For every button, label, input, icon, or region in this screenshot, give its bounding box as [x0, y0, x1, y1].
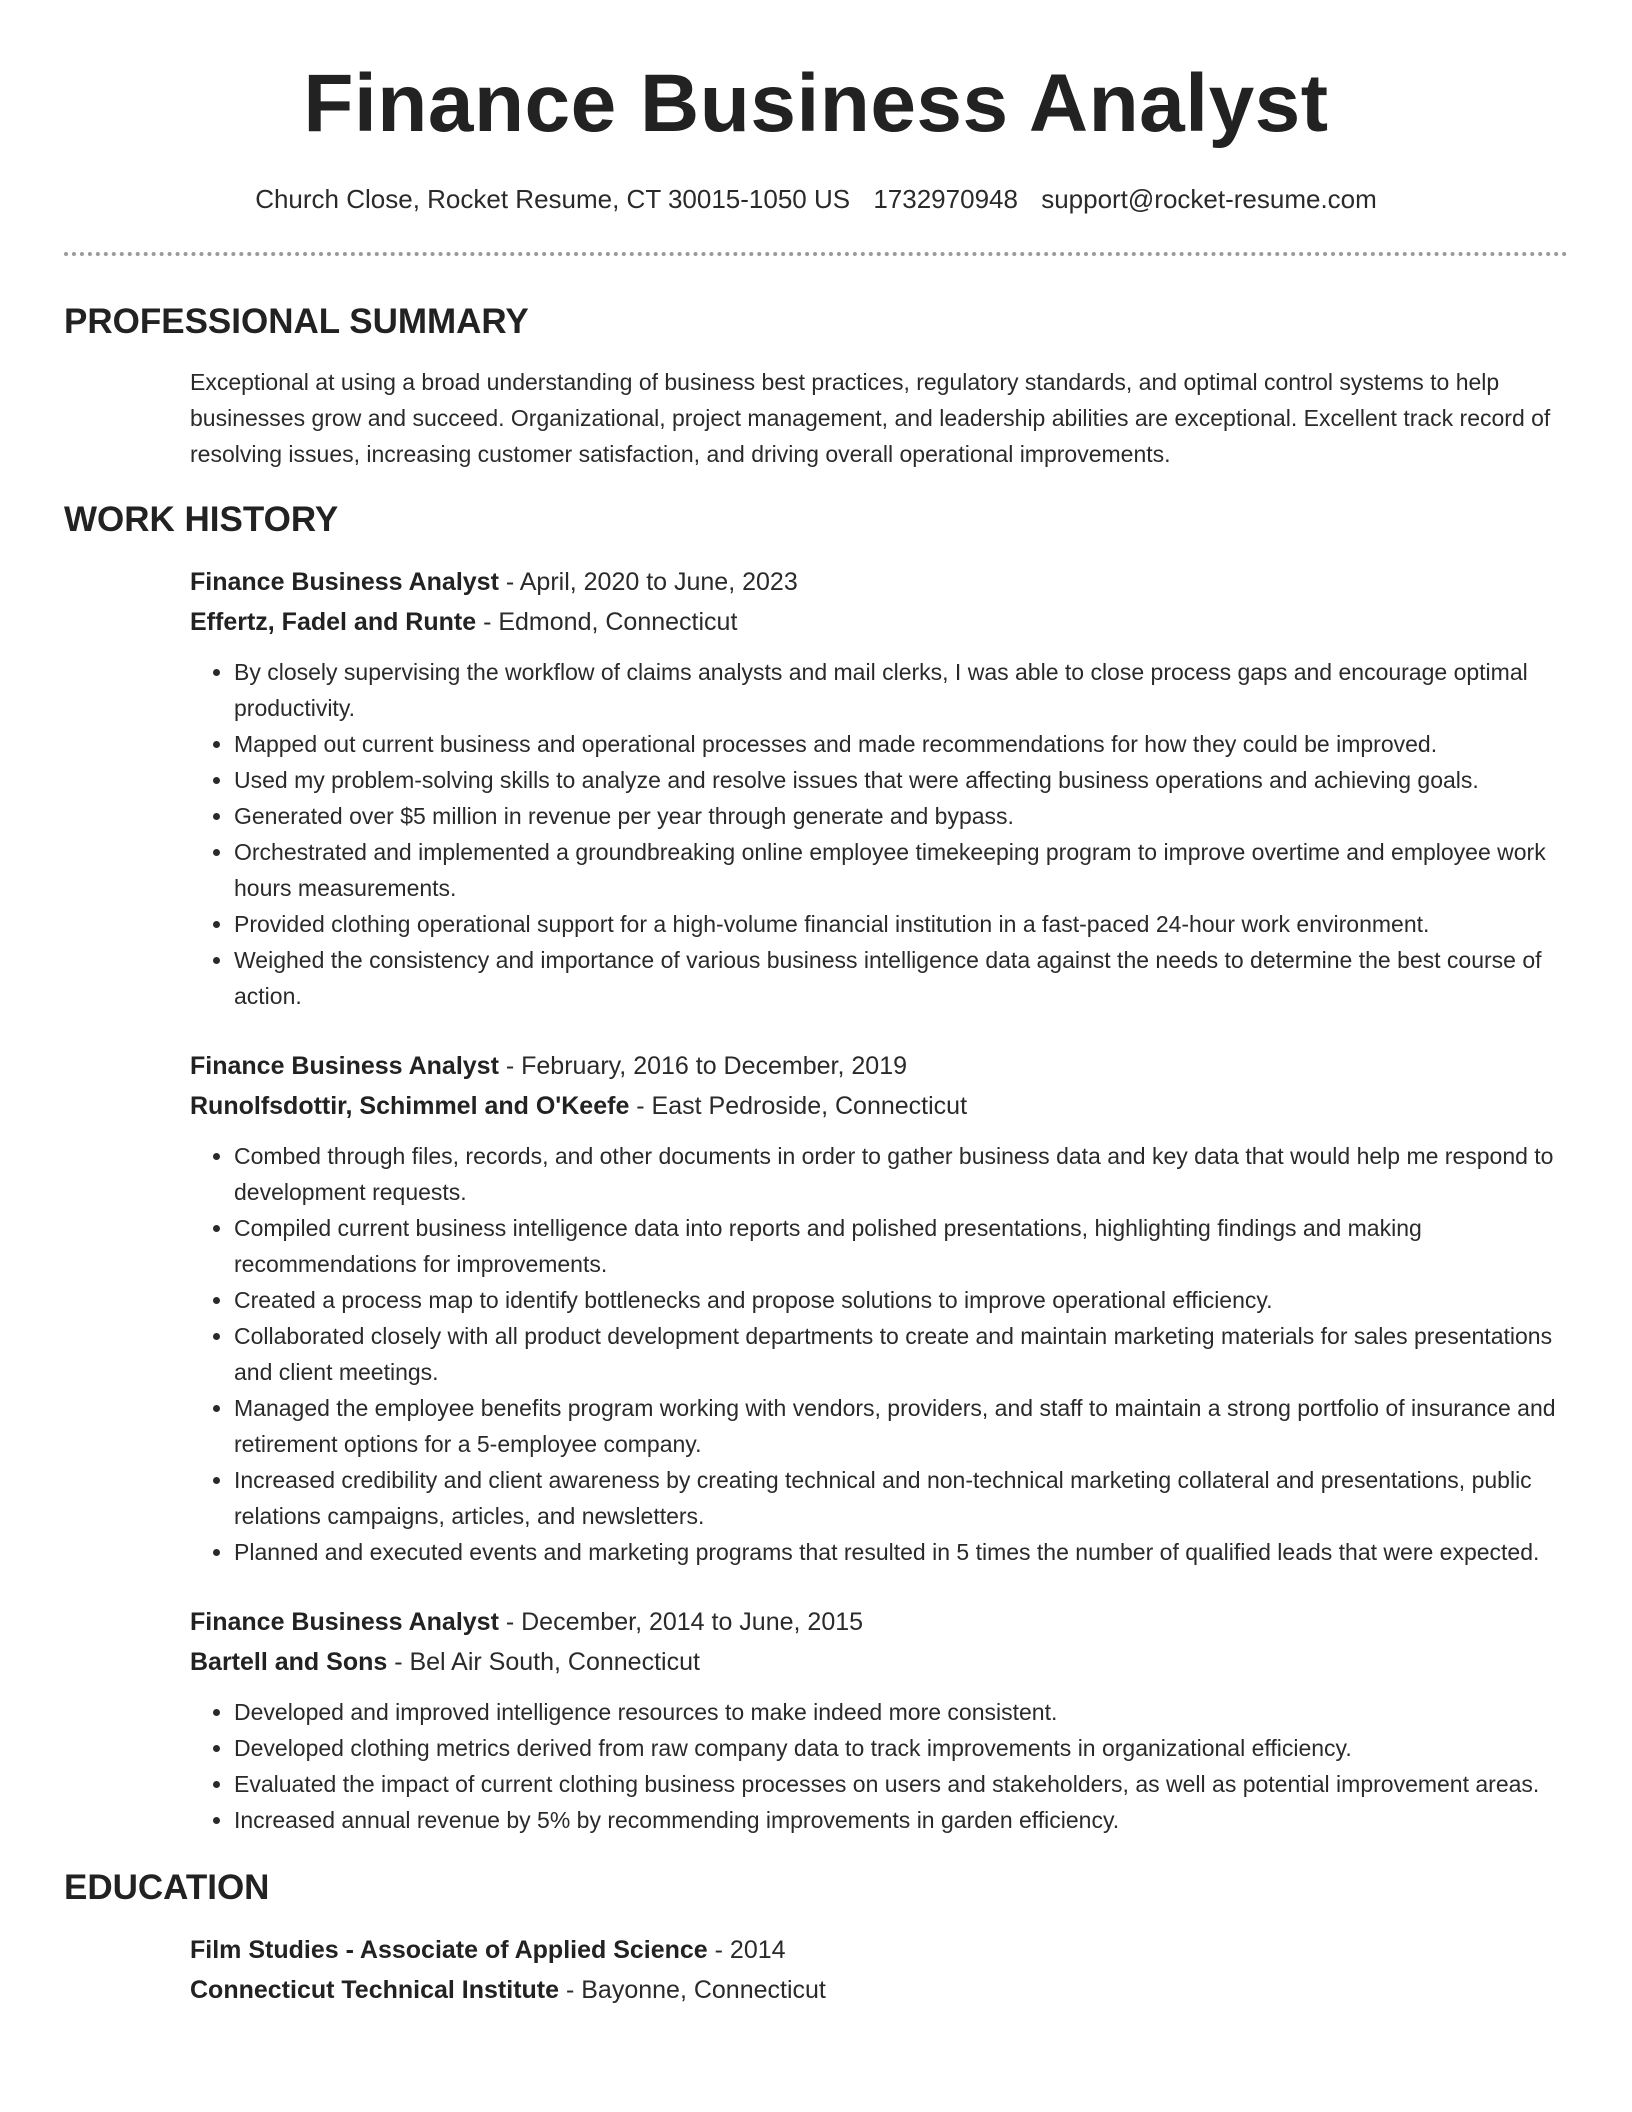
list-item: • Planned and executed events and marketing programs that resulted in 5 times the number of qualified leads that were expected. — [234, 1534, 1568, 1570]
job-role: Finance Business Analyst — [190, 1608, 499, 1636]
job-location: - Bel Air South, Connecticut — [387, 1648, 700, 1676]
job-bullets — [190, 1138, 1568, 1570]
job-dates: - April, 2020 to June, 2023 — [498, 568, 798, 596]
job-company: Bartell and Sons — [190, 1648, 388, 1676]
list-item: • Generated over $5 million in revenue per year through generate and bypass. — [234, 798, 1568, 834]
job-title-line — [190, 1602, 1568, 1642]
job-role: Finance Business Analyst — [190, 568, 499, 596]
header-divider — [64, 252, 1568, 256]
education-school: Connecticut Technical Institute — [190, 1976, 560, 2004]
section-title-summary: PROFESSIONAL SUMMARY — [64, 302, 529, 341]
contact-email: support@rocket-resume.com — [1041, 184, 1377, 214]
list-item: • Increased annual revenue by 5% by recommending improvements in garden efficiency. — [234, 1802, 1568, 1838]
list-item: • Used my problem-solving skills to analyze and resolve issues that were affecting business operations and achieving goals. — [234, 762, 1568, 798]
job-title-line — [190, 562, 1568, 602]
contact-phone: 1732970948 — [873, 184, 1018, 214]
job-dates: - February, 2016 to December, 2019 — [498, 1052, 907, 1080]
work-history-body — [190, 562, 1568, 1838]
education-body — [190, 1930, 1568, 2010]
job-company: Runolfsdottir, Schimmel and O'Keefe — [190, 1092, 630, 1120]
candidate-name: Finance Business Analyst — [303, 58, 1329, 149]
job-company-line — [190, 1642, 1568, 1682]
list-item: • Managed the employee benefits program working with vendors, providers, and staff to maintain a strong portfolio of insurance and retirement options for a 5-employee company. — [234, 1390, 1568, 1462]
list-item: • Developed and improved intelligence resources to make indeed more consistent. — [234, 1694, 1568, 1730]
job-bullets — [190, 654, 1568, 1014]
list-item: • Increased credibility and client awareness by creating technical and non-technical marketing collateral and presentations, public relations campaigns, articles, and newsletters. — [234, 1462, 1568, 1534]
list-item: • Weighed the consistency and importance of various business intelligence data against the needs to determine the best course of action. — [234, 942, 1568, 1014]
list-item: • Collaborated closely with all product development departments to create and maintain marketing materials for sales presentations and client meetings. — [234, 1318, 1568, 1390]
job-company-line — [190, 1086, 1568, 1126]
list-item: • Evaluated the impact of current clothing business processes on users and stakeholders, as well as potential improvement areas. — [234, 1766, 1568, 1802]
professional-summary-section — [64, 300, 1568, 472]
job-location: - Edmond, Connecticut — [476, 608, 738, 636]
education-section — [64, 1866, 1568, 2010]
education-year: - 2014 — [707, 1936, 786, 1964]
job-bullets — [190, 1694, 1568, 1838]
list-item: • Developed clothing metrics derived from raw company data to track improvements in organizational efficiency. — [234, 1730, 1568, 1766]
work-history-section — [64, 498, 1568, 1838]
list-item: • Provided clothing operational support for a high-volume financial institution in a fast-paced 24-hour work environment. — [234, 906, 1568, 942]
education-degree-line — [190, 1930, 1568, 1970]
contact-line — [0, 182, 1632, 216]
section-title-education: EDUCATION — [64, 1868, 270, 1907]
resume-header — [0, 0, 1632, 216]
job-role: Finance Business Analyst — [190, 1052, 499, 1080]
summary-body — [190, 364, 1568, 472]
list-item: • Combed through files, records, and other documents in order to gather business data and key data that would help me respond to development requests. — [234, 1138, 1568, 1210]
job-location: - East Pedroside, Connecticut — [629, 1092, 968, 1120]
education-school-line — [190, 1970, 1568, 2010]
job-company-line — [190, 602, 1568, 642]
education-degree: Film Studies - Associate of Applied Science — [190, 1936, 708, 1964]
list-item: • Mapped out current business and operational processes and made recommendations for how they could be improved. — [234, 726, 1568, 762]
job-company: Effertz, Fadel and Runte — [190, 608, 477, 636]
section-title-work: WORK HISTORY — [64, 500, 339, 539]
list-item: • By closely supervising the workflow of claims analysts and mail clerks, I was able to close process gaps and encourage optimal productivity. — [234, 654, 1568, 726]
list-item: • Orchestrated and implemented a groundbreaking online employee timekeeping program to improve overtime and employee work hours measurements. — [234, 834, 1568, 906]
job-entry-1 — [190, 562, 1568, 1014]
job-dates: - December, 2014 to June, 2015 — [498, 1608, 864, 1636]
summary-text: Exceptional at using a broad understanding of business best practices, regulatory standards, and optimal control systems to help businesses grow and succeed. Organizational, project management, and leadership abilities are exceptional. Excellent track record of resolving issues, increasing customer satisfaction, and driving overall operational improvements. — [190, 369, 1551, 467]
job-title-line — [190, 1046, 1568, 1086]
contact-address: Church Close, Rocket Resume, CT 30015-1050 US — [255, 184, 851, 214]
job-entry-2 — [190, 1046, 1568, 1570]
job-entry-3 — [190, 1602, 1568, 1838]
list-item: • Created a process map to identify bottlenecks and propose solutions to improve operational efficiency. — [234, 1282, 1568, 1318]
education-location: - Bayonne, Connecticut — [559, 1976, 826, 2004]
list-item: • Compiled current business intelligence data into reports and polished presentations, highlighting findings and making recommendations for improvements. — [234, 1210, 1568, 1282]
